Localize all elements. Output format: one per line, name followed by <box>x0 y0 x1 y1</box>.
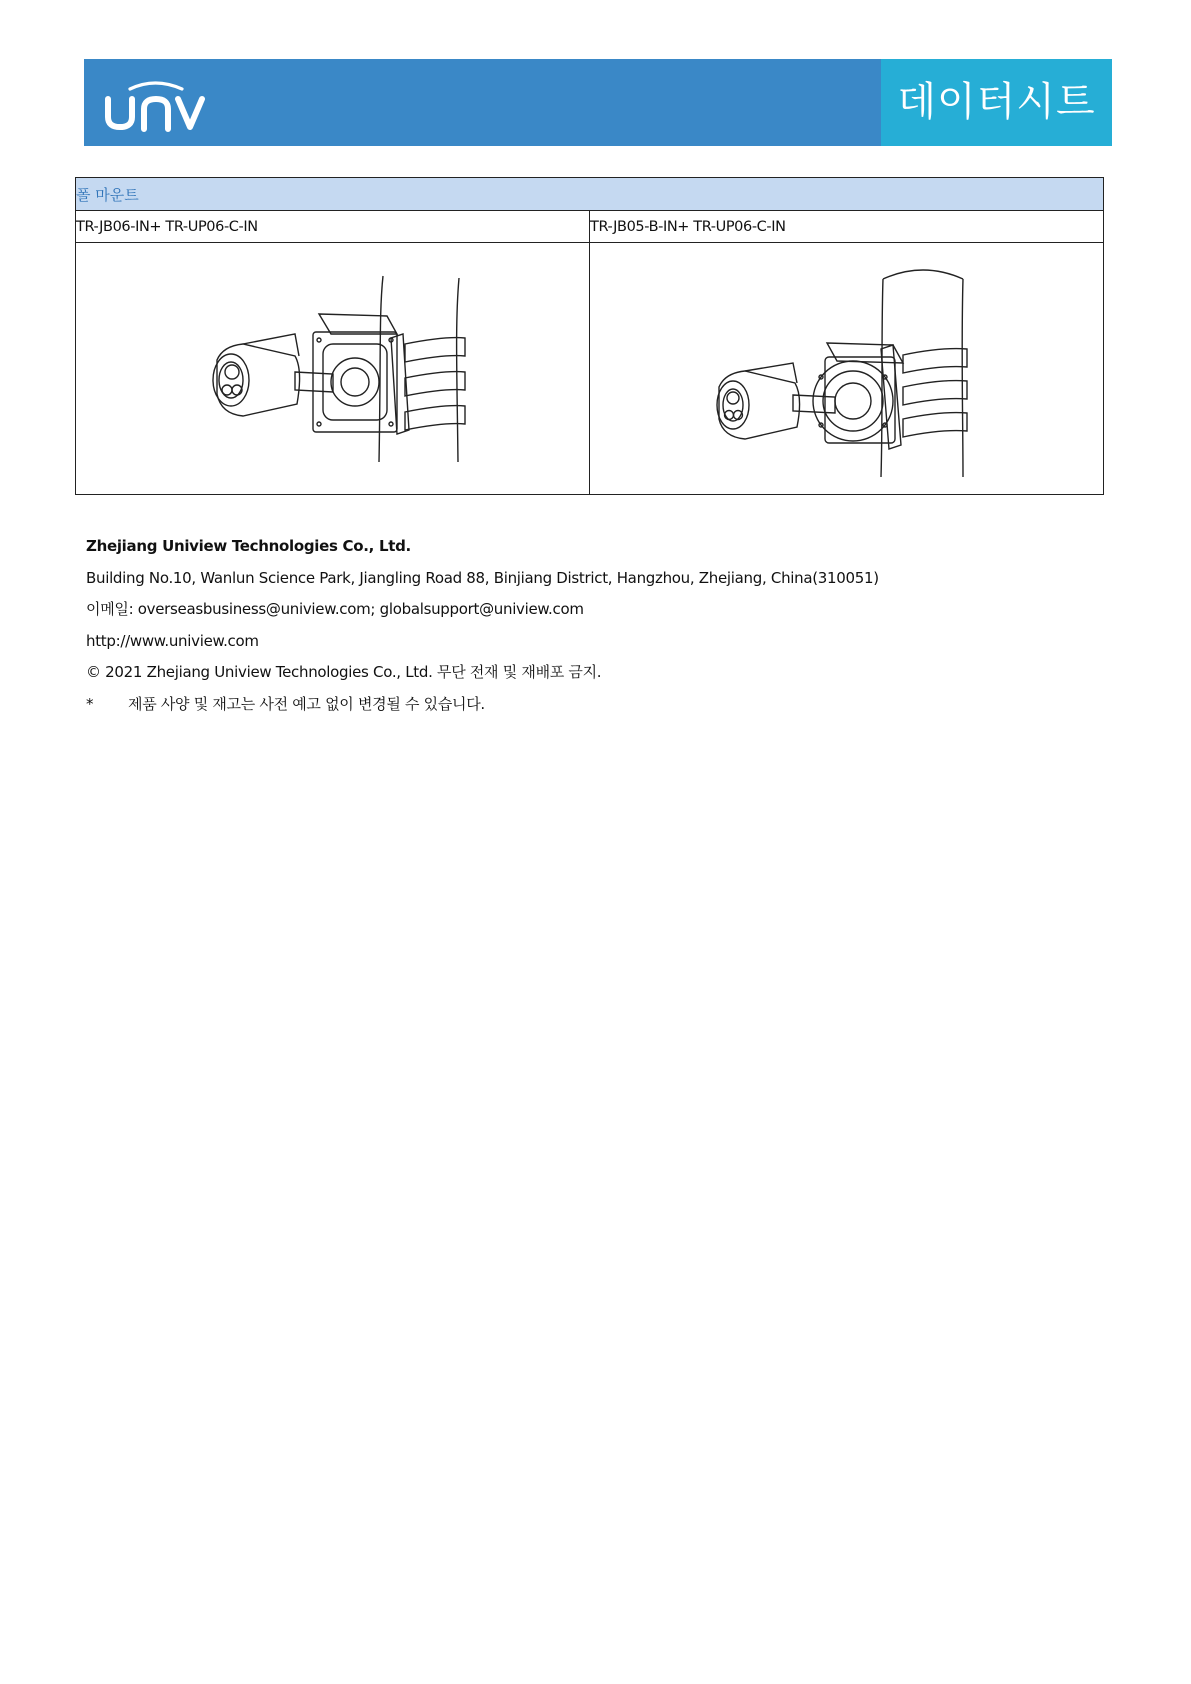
pole-mount-table <box>75 177 1104 495</box>
website-link[interactable]: http://www.uniview.com <box>86 631 259 650</box>
bullet-camera-pole-mount-illustration-icon <box>183 274 483 464</box>
model-name-1: TR-JB06-IN+ TR-UP06-C-IN <box>76 211 590 243</box>
section-header-row <box>76 178 1104 211</box>
mount-image-cell-1 <box>76 243 590 495</box>
image-row <box>76 243 1104 495</box>
note-text: 제품 사양 및 재고는 사전 예고 없이 변경될 수 있습니다. <box>128 694 485 713</box>
mount-image-cell-2 <box>590 243 1104 495</box>
header-banner <box>84 59 1112 146</box>
model-name-2: TR-JB05-B-IN+ TR-UP06-C-IN <box>590 211 1104 243</box>
contact-email: 이메일: overseasbusiness@uniview.com; globalsupport@uniview.com <box>86 600 584 618</box>
company-address: Building No.10, Wanlun Science Park, Jiangling Road 88, Binjiang District, Hangzhou, Zhejiang, China(310051) <box>86 568 879 587</box>
logo-text <box>84 59 85 60</box>
section-title: 폴 마운트 <box>76 178 1104 211</box>
footer <box>86 531 1086 720</box>
unv-logo-icon <box>100 75 210 133</box>
disclaimer-note <box>86 689 1086 721</box>
note-bullet: * <box>86 694 94 713</box>
model-row <box>76 211 1104 243</box>
copyright-text: © 2021 Zhejiang Uniview Technologies Co., Ltd. 무단 전재 및 재배포 금지. <box>86 663 602 681</box>
company-name: Zhejiang Uniview Technologies Co., Ltd. <box>86 537 411 555</box>
header-main-bar <box>84 59 881 146</box>
bullet-camera-pole-mount-illustration-icon <box>697 259 997 479</box>
doc-type-label: 데이터시트 <box>881 59 1112 146</box>
